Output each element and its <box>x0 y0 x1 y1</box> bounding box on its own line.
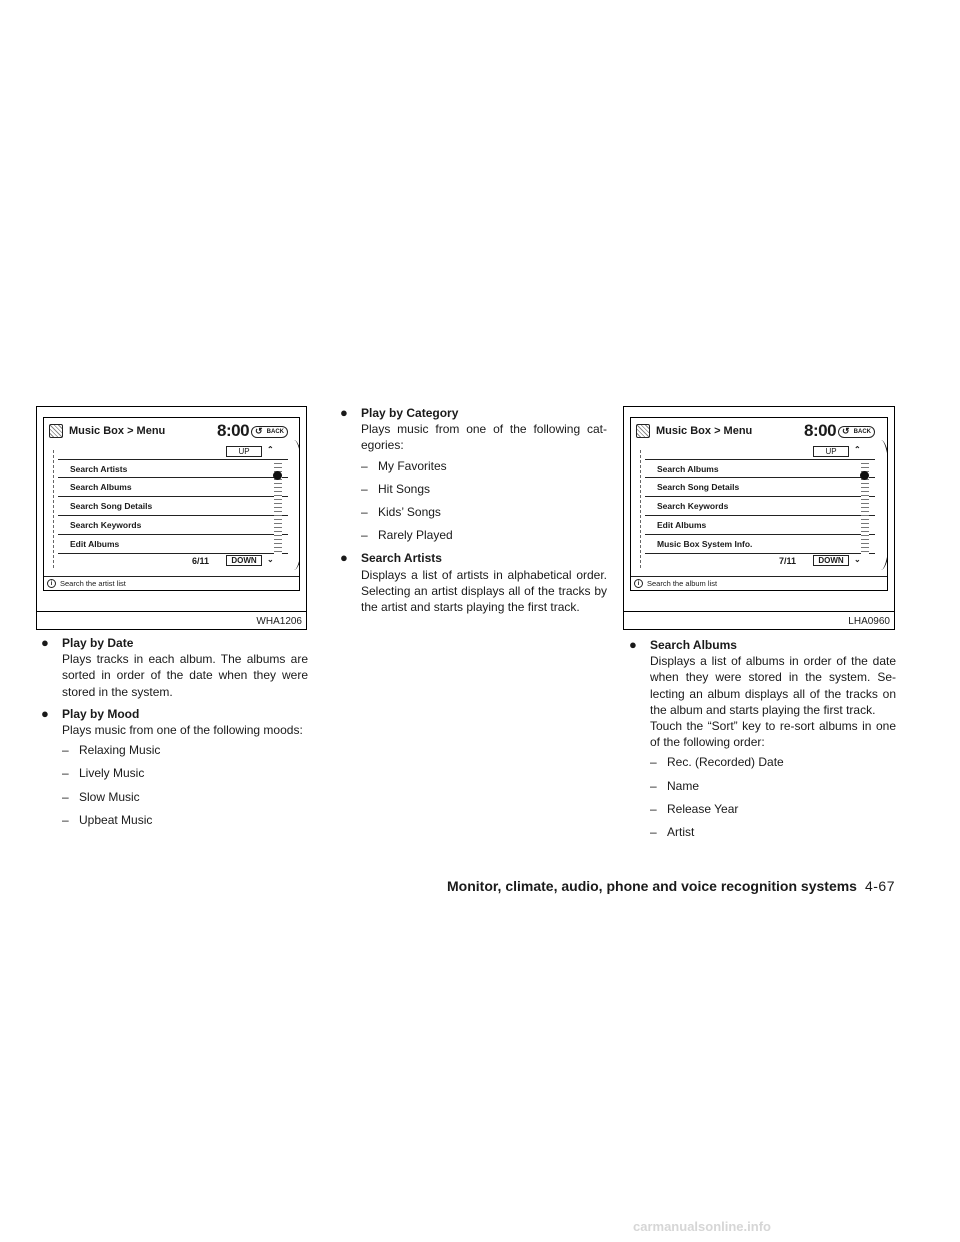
list-item: – Release Year <box>650 801 896 817</box>
list-item: – Slow Music <box>62 789 308 805</box>
bullet-icon: ● <box>340 550 348 566</box>
screen-title: Music Box > Menu <box>69 425 166 437</box>
list-item: – Relaxing Music <box>62 742 308 758</box>
chevron-down-icon: ⌄ <box>267 555 274 564</box>
scroll-knob[interactable] <box>273 471 282 480</box>
section-play-by-mood <box>40 706 308 828</box>
page-number: 4-67 <box>864 878 895 894</box>
left-indicator <box>633 450 641 568</box>
section-play-by-category <box>339 405 607 543</box>
list-item: – My Favorites <box>361 458 607 474</box>
info-icon: i <box>634 579 643 588</box>
bullet-icon: ● <box>340 405 348 420</box>
page-indicator: 6/11 <box>192 556 210 566</box>
status-text: Search the album list <box>647 579 718 588</box>
section-body: Displays a list of albums in order of the date when they were stored in the system. Se-lecting an album displays all of the tracks on the album and starts playing the first track. <box>650 654 896 717</box>
list-item: – Rec. (Recorded) Date <box>650 754 896 770</box>
screen-curve <box>286 440 300 570</box>
section-search-artists <box>339 550 607 615</box>
up-button[interactable]: UP <box>813 446 849 457</box>
list-item: – Lively Music <box>62 765 308 781</box>
figure-wha1206 <box>36 406 307 630</box>
list-item: – Rarely Played <box>361 527 607 543</box>
clock: 8:00 <box>804 421 837 440</box>
footer-section-title: Monitor, climate, audio, phone and voice recognition systems <box>447 878 857 894</box>
list-item: – Artist <box>650 824 896 840</box>
section-body: Plays tracks in each album. The albums are sorted in order of the date when they were stored in the system. <box>62 652 308 699</box>
menu-icon <box>49 424 63 438</box>
section-title: Play by Mood <box>62 706 140 721</box>
column-left <box>40 635 308 835</box>
music-box-menu-screen <box>630 417 888 591</box>
column-middle <box>339 405 607 621</box>
back-button[interactable]: ↺ BACK <box>838 426 875 438</box>
menu-item-system-info[interactable]: Music Box System Info. <box>645 535 875 554</box>
bullet-icon: ● <box>41 635 49 650</box>
section-title: Search Artists <box>361 551 442 566</box>
clock: 8:00 <box>217 421 250 440</box>
figure-code: LHA0960 <box>848 616 890 627</box>
list-item: – Upbeat Music <box>62 812 308 828</box>
page-indicator: 7/11 <box>779 556 797 566</box>
figure-lha0960 <box>623 406 895 630</box>
screen-curve <box>873 440 888 570</box>
menu-list <box>58 459 288 554</box>
menu-item-edit-albums[interactable]: Edit Albums <box>645 516 875 535</box>
menu-item-search-albums[interactable]: Search Albums <box>58 478 288 497</box>
chevron-down-icon: ⌄ <box>854 555 861 564</box>
down-button[interactable]: DOWN <box>226 555 262 566</box>
section-body: Plays music from one of the following cat-egories: <box>361 422 607 453</box>
menu-item-search-albums[interactable]: Search Albums <box>645 459 875 478</box>
menu-item-search-keywords[interactable]: Search Keywords <box>645 497 875 516</box>
menu-list <box>645 459 875 554</box>
category-list <box>361 458 607 544</box>
chevron-up-icon: ⌃ <box>854 445 861 454</box>
menu-item-search-artists[interactable]: Search Artists <box>58 459 288 478</box>
list-item: – Hit Songs <box>361 481 607 497</box>
status-text: Search the artist list <box>60 579 126 588</box>
watermark: carmanualsonline.info <box>633 1219 771 1234</box>
music-box-menu-screen <box>43 417 300 591</box>
figure-code: WHA1206 <box>256 616 302 627</box>
info-icon: i <box>47 579 56 588</box>
screen-header <box>631 418 887 448</box>
menu-item-edit-albums[interactable]: Edit Albums <box>58 535 288 554</box>
status-bar <box>44 576 299 590</box>
screen-title: Music Box > Menu <box>656 425 753 437</box>
section-title: Search Albums <box>650 638 737 652</box>
menu-item-search-song-details[interactable]: Search Song Details <box>58 497 288 516</box>
page-footer <box>435 878 895 894</box>
down-button[interactable]: DOWN <box>813 555 849 566</box>
up-button[interactable]: UP <box>226 446 262 457</box>
screen-header <box>44 418 299 448</box>
menu-item-search-song-details[interactable]: Search Song Details <box>645 478 875 497</box>
left-indicator <box>46 450 54 568</box>
figure-rule <box>624 611 894 612</box>
chevron-up-icon: ⌃ <box>267 445 274 454</box>
section-body: Plays music from one of the following moods: <box>62 723 303 738</box>
column-right <box>628 637 896 847</box>
menu-item-search-keywords[interactable]: Search Keywords <box>58 516 288 535</box>
list-item: – Kids’ Songs <box>361 504 607 520</box>
section-search-albums <box>628 637 896 840</box>
back-button[interactable]: ↺ BACK <box>251 426 288 438</box>
bullet-icon: ● <box>629 637 637 652</box>
section-body: Displays a list of artists in alphabetical order. Selecting an artist displays all of the tracks by the artist and starts playing the first track. <box>361 567 607 615</box>
section-title: Play by Category <box>361 406 459 420</box>
scroll-knob[interactable] <box>860 471 869 480</box>
figure-rule <box>37 611 306 612</box>
menu-icon <box>636 424 650 438</box>
section-play-by-date <box>40 635 308 700</box>
bullet-icon: ● <box>41 705 49 721</box>
section-title: Play by Date <box>62 636 134 650</box>
section-body-2: Touch the “Sort” key to re-sort albums in one of the following order: <box>650 719 896 750</box>
sort-list <box>650 754 896 840</box>
list-item: – Name <box>650 778 896 794</box>
mood-list <box>62 742 308 828</box>
status-bar <box>631 576 887 590</box>
